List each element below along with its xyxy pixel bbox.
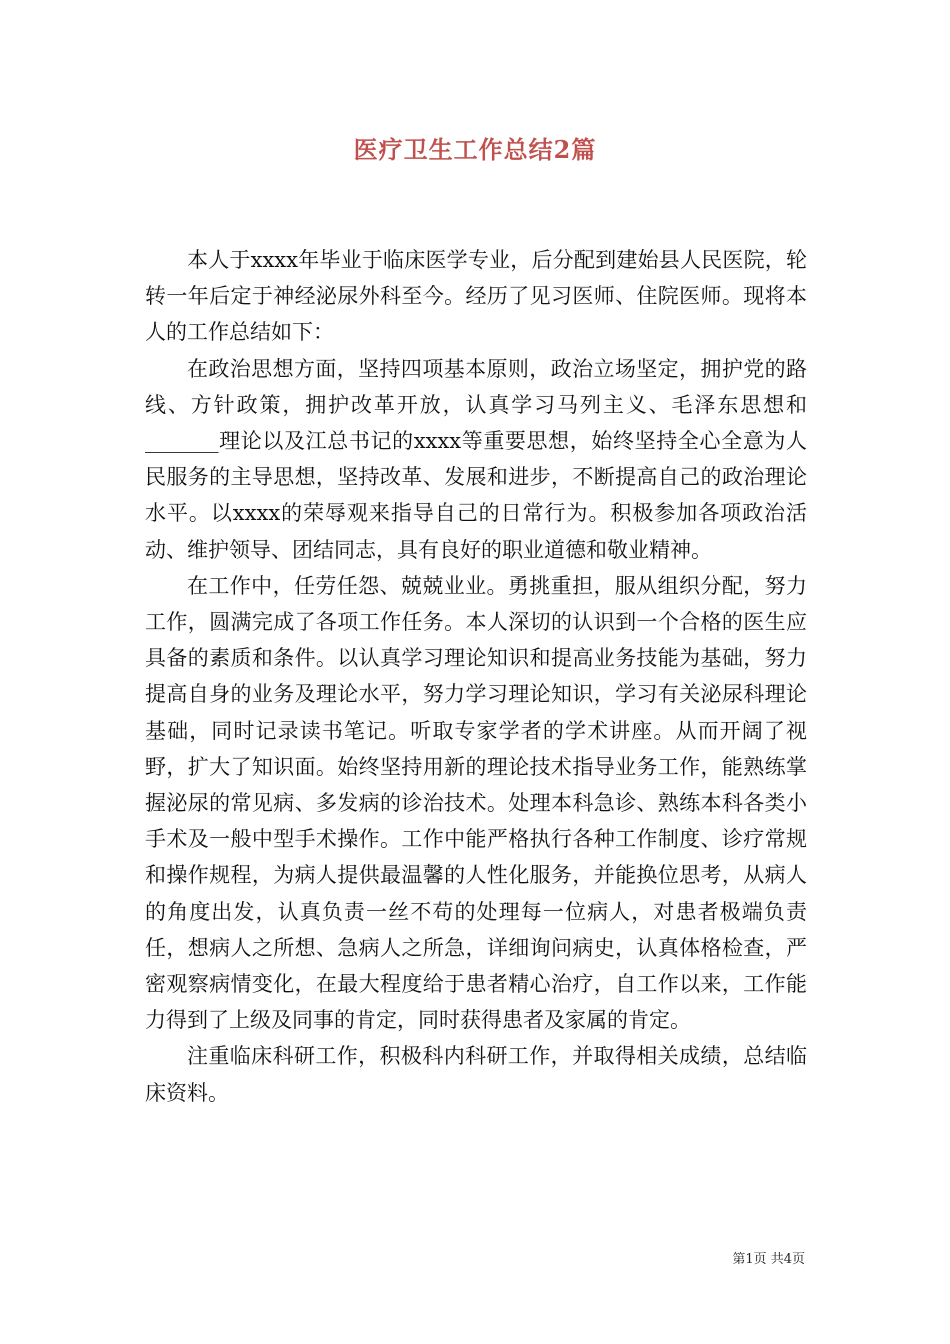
- paragraph-political: 在政治思想方面，坚持四项基本原则，政治立场坚定，拥护党的路线、方针政策，拥护改革开放，认真学习马列主义、毛泽东思想和_______理论以及江总书记的xxxx等重要思想，始终坚持全心全意为人民服务的主导思想，坚持改革、发展和进步，不断提高自己的政治理论水平。以xxxx的荣辱观来指导自己的日常行为。积极参加各项政治活动、维护领导、团结同志，具有良好的职业道德和敬业精神。: [145, 356, 807, 562]
- document-body: [145, 242, 807, 1111]
- paragraph-research: 注重临床科研工作，积极科内科研工作，并取得相关成绩，总结临床资料。: [145, 1044, 807, 1105]
- paragraph-work: 在工作中，任劳任怨、兢兢业业。勇挑重担，服从组织分配，努力工作，圆满完成了各项工作任务。本人深切的认识到一个合格的医生应具备的素质和条件。以认真学习理论知识和提高业务技能为基础，努力提高自身的业务及理论水平，努力学习理论知识，学习有关泌尿科理论基础，同时记录读书笔记。听取专家学者的学术讲座。从而开阔了视野，扩大了知识面。始终坚持用新的理论技术指导业务工作，能熟练掌握泌尿的常见病、多发病的诊治技术。处理本科急诊、熟练本科各类小手术及一般中型手术操作。工作中能严格执行各种工作制度、诊疗常规和操作规程，为病人提供最温馨的人性化服务，并能换位思考，从病人的角度出发，认真负责一丝不苟的处理每一位病人，对患者极端负责任，想病人之所想、急病人之所急，详细询问病史，认真体格检查，严密观察病情变化，在最大程度给于患者精心治疗，自工作以来，工作能力得到了上级及同事的肯定，同时获得患者及家属的肯定。: [145, 573, 807, 1033]
- document-title: 医疗卫生工作总结2篇: [353, 135, 597, 164]
- page-number: 第1页 共4页: [732, 1252, 805, 1267]
- paragraph-intro: 本人于xxxx年毕业于临床医学专业，后分配到建始县人民医院，轮转一年后定于神经泌尿外科至今。经历了见习医师、住院医师。现将本人的工作总结如下：: [145, 248, 807, 345]
